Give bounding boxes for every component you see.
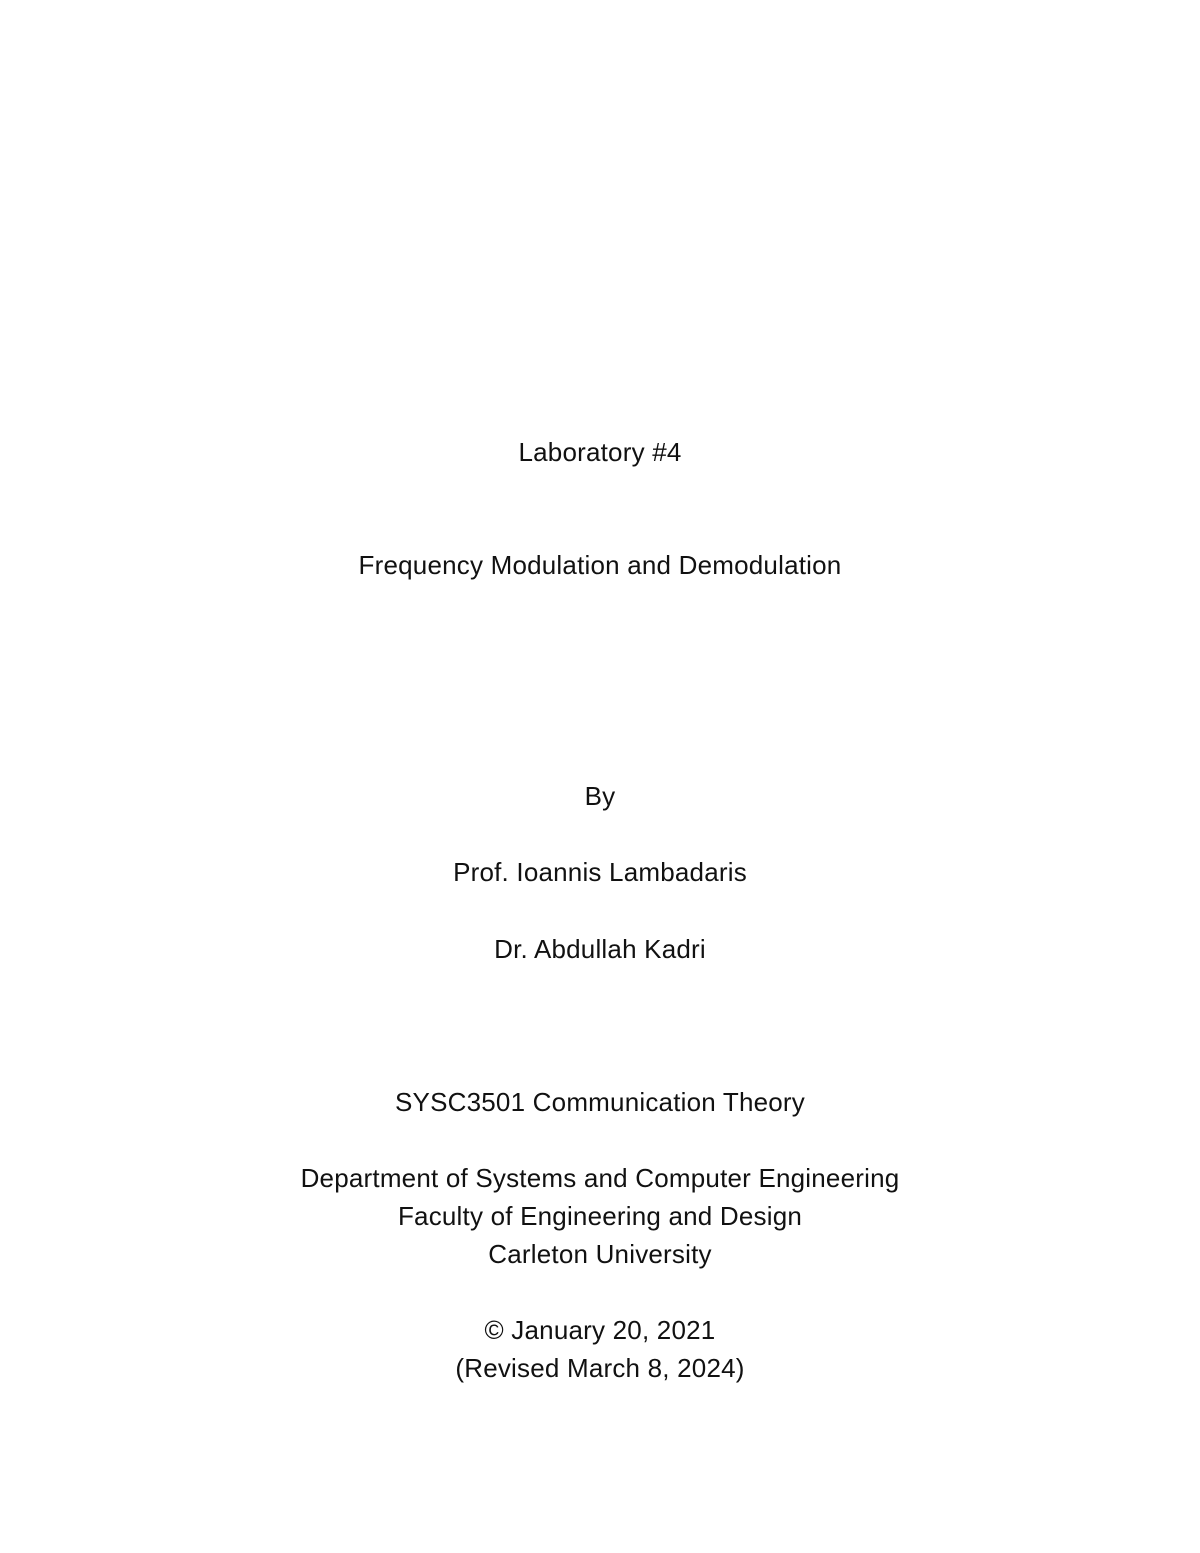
- author-name: Prof. Ioannis Lambadaris: [453, 857, 747, 887]
- department-name: Department of Systems and Computer Engineering: [300, 1163, 900, 1193]
- university-name: Carleton University: [488, 1239, 712, 1269]
- revision-date: (Revised March 8, 2024): [455, 1353, 745, 1383]
- document-title: Frequency Modulation and Demodulation: [358, 550, 842, 580]
- faculty-name: Faculty of Engineering and Design: [397, 1201, 803, 1231]
- course-name: SYSC3501 Communication Theory: [395, 1087, 805, 1117]
- copyright-date: © January 20, 2021: [484, 1315, 716, 1345]
- author-name: Dr. Abdullah Kadri: [494, 934, 706, 964]
- by-label: By: [584, 781, 616, 811]
- lab-number: Laboratory #4: [518, 437, 682, 467]
